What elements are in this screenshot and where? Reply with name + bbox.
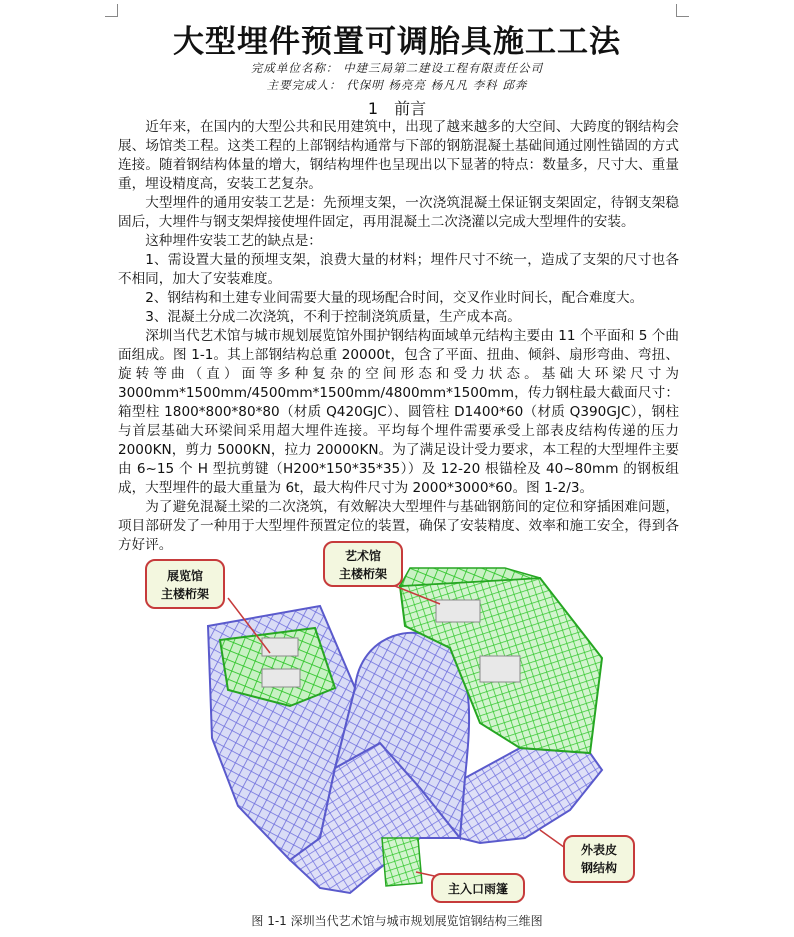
callout-line: 主楼桁架 <box>338 567 388 581</box>
steel-structure-render <box>120 538 640 908</box>
paragraph: 1、需设置大量的预埋支架，浪费大量的材料；埋件尺寸不统一，造成了支架的尺寸也各不相同，加大了安装难度。 <box>118 252 679 287</box>
callout-line: 钢结构 <box>580 861 618 875</box>
callout-outer-skin <box>564 836 634 882</box>
callout-line: 外表皮 <box>580 843 618 857</box>
body-text <box>118 118 679 555</box>
paragraph: 这种埋件安装工艺的缺点是： <box>145 233 322 249</box>
roof-equipment-box <box>262 669 300 687</box>
outer-skin-right <box>460 748 602 843</box>
roof-equipment-box <box>262 638 298 656</box>
roof-equipment-box <box>436 600 480 622</box>
callout-exhibition-hall <box>146 560 224 608</box>
completion-unit: 完成单位名称： 中建三局第二建设工程有限责任公司 <box>250 61 544 75</box>
entrance-canopy <box>382 838 422 886</box>
main-contributors: 主要完成人： 代保明 杨亮亮 杨凡凡 李科 邱奔 <box>266 78 528 92</box>
callout-art-museum <box>324 542 402 586</box>
paragraph: 深圳当代艺术馆与城市规划展览馆外围护钢结构面域单元结构主要由 11 个平面和 5 个曲面组成。图 1-1。其上部钢结构总重 20000t，包含了平面、扭曲、倾斜、扇形弯曲、弯扭、旋转等曲（直）面等多种复杂的空间形态和受力状态。基础大环梁尺寸为 3000mm*1500mm/4500mm*1500mm/4800mm*1500mm，传力钢柱最大截面尺寸：箱型柱 1800*800*80*80（材质 Q420GJC）、圆管柱 D1400*60（材质 Q390GJC），钢柱与首层基础大环梁间采用超大埋件连接。平均每个埋件需要承受上部表皮结构传递的压力 2000KN，剪力 5000KN，拉力 20000KN。为了满足设计受力要求，本工程的大型埋件主要由 6~15 个 H 型抗剪键（H200*150*35*35））及 12-20 根锚栓及 40~80mm 的钢板组成，大型埋件的最大重量为 6t，最大构件尺寸为 2000*3000*60。图 1-2/3。 <box>118 328 679 496</box>
callout-line: 艺术馆 <box>344 549 382 563</box>
figure-caption: 图 1-1 深圳当代艺术馆与城市规划展览馆钢结构三维图 <box>251 914 543 928</box>
callout-line: 主楼桁架 <box>160 587 210 601</box>
paragraph: 近年来，在国内的大型公共和民用建筑中，出现了越来越多的大空间、大跨度的钢结构会展、场馆类工程。这类工程的上部钢结构通常与下部的钢筋混凝土基础间通过刚性锚固的方式连接。随着钢结构体量的增大，钢结构埋件也呈现出以下显著的特点：数量多，尺寸大、重量重，埋设精度高，安装工艺复杂。 <box>118 119 679 192</box>
callout-line: 主入口雨篷 <box>447 882 509 896</box>
callout-main-entrance-canopy <box>432 874 524 902</box>
paragraph: 2、钢结构和土建专业间需要大量的现场配合时间，交叉作业时间长，配合难度大。 <box>145 290 644 306</box>
roof-equipment-box <box>480 656 520 682</box>
section-heading: 1 前言 <box>367 99 427 118</box>
callout-line: 展览馆 <box>166 569 204 583</box>
paragraph: 3、混凝土分成二次浇筑，不利于控制浇筑质量，生产成本高。 <box>145 309 521 325</box>
steel-structure-figure <box>120 538 640 908</box>
page-title: 大型埋件预置可调胎具施工工法 <box>173 24 621 60</box>
paragraph: 为了避免混凝土梁的二次浇筑，有效解决大型埋件与基础钢筋间的定位和穿插困难问题，项目部研发了一种用于大型埋件预置定位的装置，确保了安装精度、效率和施工安全，得到各方好评。 <box>118 499 679 553</box>
paragraph: 大型埋件的通用安装工艺是：先预埋支架，一次浇筑混凝土保证钢支架固定，待钢支架稳固后，大埋件与钢支架焊接使埋件固定，再用混凝土二次浇灌以完成大型埋件的安装。 <box>118 195 679 230</box>
